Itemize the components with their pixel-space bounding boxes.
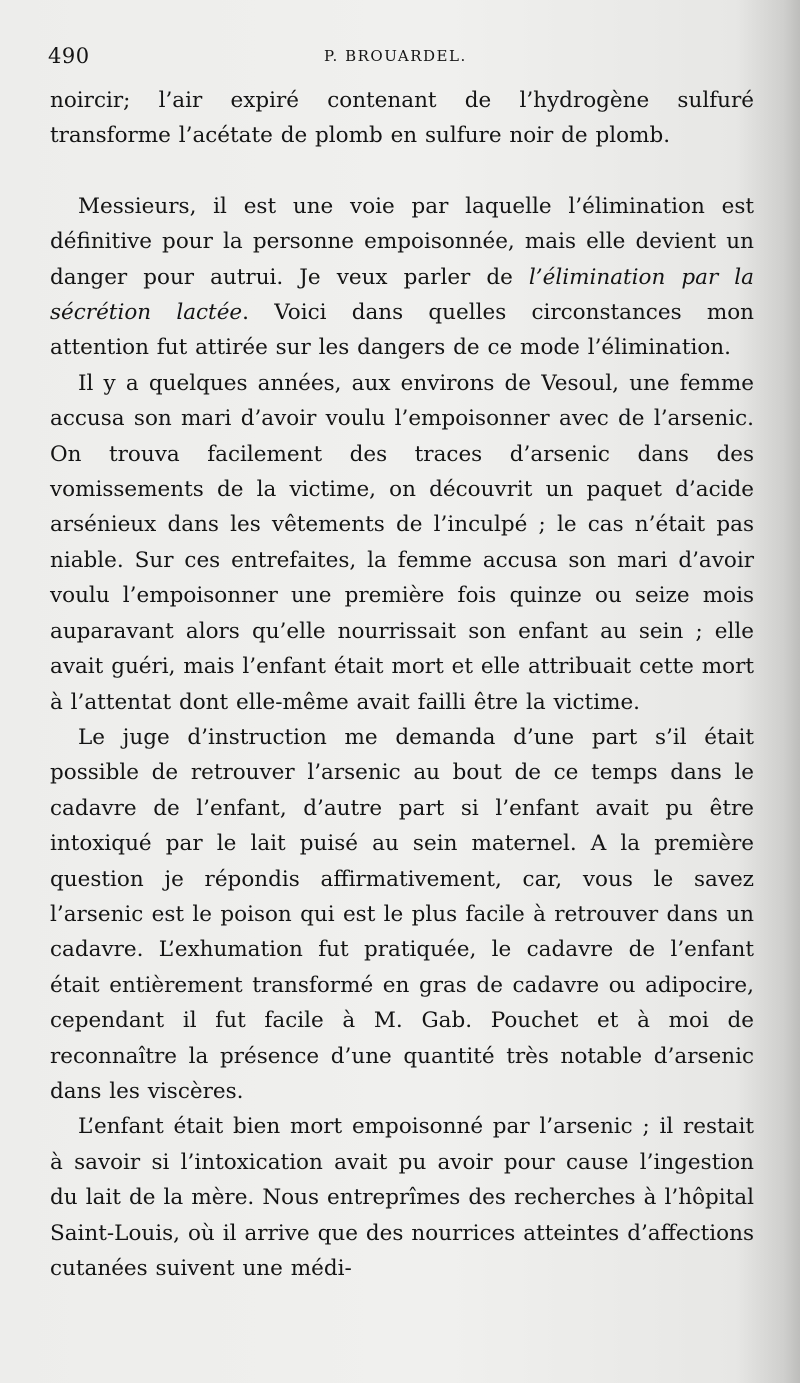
running-head <box>48 44 698 70</box>
italic-term: l’élimination par la sécrétion lactée <box>50 264 754 326</box>
author-header: P. BROUARDEL. <box>324 47 467 65</box>
paragraph-text: Messieurs, il est une voie par laquelle l’élimination est définitive pour la personne empoisonnée, mais elle devient un danger pour autrui. Je veux parler de <box>50 193 754 290</box>
paragraph-investigation: Le juge d’instruction me demanda d’une part s’il était possible de retrouver l’arsenic au bout de ce temps dans le cadavre de l’enfant, d’autre part si l’enfant avait pu être intoxiqué par le lait puisé au sein maternel. A la première question je répondis affirmativement, car, vous le savez l’arsenic est le poison qui est le plus facile à retrouver dans un cadavre. L’exhumation fut pratiquée, le cadavre de l’enfant était entièrement transformé en gras de cadavre ou adipocire, cependant il fut facile à M. Gab. Pouchet et à moi de reconnaître la présence d’une quantité très notable d’arsenic dans les viscères. <box>50 724 754 1104</box>
paragraph-vesoul-case: Il y a quelques années, aux environs de Vesoul, une femme accusa son mari d’avoir voulu l’empoisonner avec de l’arsenic. On trouva facilement des traces d’arsenic dans des vomissements de la victime, on découvrit un paquet d’acide arsénieux dans les vêtements de l’inculpé ; le cas n’était pas niable. Sur ces entrefaites, la femme accusa son mari d’avoir voulu l’empoisonner une première fois quinze ou seize mois auparavant alors qu’elle nourrissait son enfant au sein ; elle avait guéri, mais l’enfant était mort et elle attribuait cette mort à l’attentat dont elle-même avait failli être la victime. <box>50 370 754 715</box>
paragraph-saint-louis: L’enfant était bien mort empoisonné par l’arsenic ; il restait à savoir si l’intoxication avait pu avoir pour cause l’ingestion du lait de la mère. Nous entreprîmes des recherches à l’hôpital Saint-Louis, où il arrive que des nourrices atteintes d’affections cutanées suivent une médi- <box>50 1114 754 1281</box>
paragraph-lactation-intro <box>50 189 754 366</box>
body-text <box>50 83 754 1286</box>
paragraph-text: . Voici dans quelles circonstances mon attention fut attirée sur les dangers de ce mode l’élimination. <box>50 300 755 361</box>
paragraph-continuation: noircir; l’air expiré contenant de l’hydrogène sulfuré transforme l’acétate de plomb en sulfure noir de plomb. <box>50 88 754 149</box>
page-number: 490 <box>48 44 90 68</box>
